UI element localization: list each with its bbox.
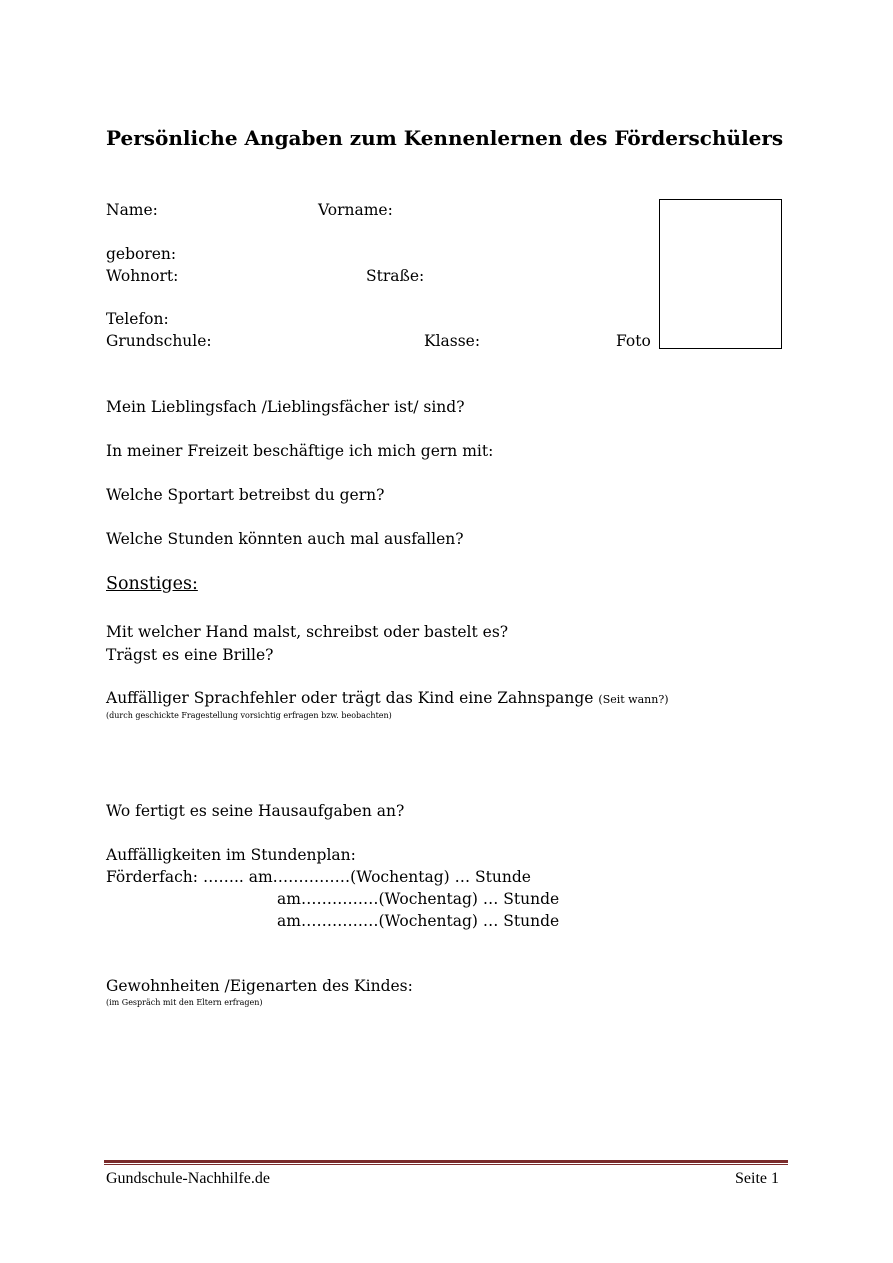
question-stunden: Welche Stunden könnten auch mal ausfallen? bbox=[106, 530, 464, 548]
field-name-label: Name: bbox=[106, 201, 158, 219]
section-heading-sonstiges: Sonstiges: bbox=[106, 574, 198, 594]
field-vorname-label: Vorname: bbox=[318, 201, 393, 219]
footer-page-number: Seite 1 bbox=[735, 1170, 779, 1187]
field-telefon-label: Telefon: bbox=[106, 310, 169, 328]
field-wohnort-label: Wohnort: bbox=[106, 267, 179, 285]
hint-sprachfehler: (durch geschickte Fragestellung vorsichtig erfragen bzw. beobachten) bbox=[106, 711, 392, 720]
field-geboren-label: geboren: bbox=[106, 245, 177, 263]
field-foto-label: Foto bbox=[616, 332, 651, 350]
question-brille: Trägst es eine Brille? bbox=[106, 646, 274, 664]
question-gewohnheiten: Gewohnheiten /Eigenarten des Kindes: bbox=[106, 977, 413, 995]
field-grundschule-label: Grundschule: bbox=[106, 332, 212, 350]
question-hand: Mit welcher Hand malst, schreibst oder bastelt es? bbox=[106, 623, 509, 641]
hint-gewohnheiten: (im Gespräch mit den Eltern erfragen) bbox=[106, 998, 263, 1007]
question-sprachfehler-text: Auffälliger Sprachfehler oder trägt das Kind eine Zahnspange bbox=[106, 689, 594, 707]
label-stundenplan: Auffälligkeiten im Stundenplan: bbox=[106, 846, 356, 864]
question-sportart: Welche Sportart betreibst du gern? bbox=[106, 486, 385, 504]
question-seit-wann: (Seit wann?) bbox=[598, 693, 669, 706]
question-freizeit: In meiner Freizeit beschäftige ich mich gern mit: bbox=[106, 442, 494, 460]
field-klasse-label: Klasse: bbox=[424, 332, 481, 350]
footer-site: Gundschule-Nachhilfe.de bbox=[106, 1170, 270, 1187]
question-hausaufgaben: Wo fertigt es seine Hausaufgaben an? bbox=[106, 802, 405, 820]
question-sprachfehler bbox=[106, 689, 669, 707]
line-foerderfach: Förderfach: …….. am……………(Wochentag) … Stunde bbox=[106, 868, 531, 886]
footer-rule-thin bbox=[104, 1164, 788, 1165]
page-title: Persönliche Angaben zum Kennenlernen des Förderschülers bbox=[106, 126, 784, 150]
line-am-1: am……………(Wochentag) … Stunde bbox=[277, 890, 560, 908]
field-strasse-label: Straße: bbox=[366, 267, 425, 285]
question-lieblingsfach: Mein Lieblingsfach /Lieblingsfächer ist/ sind? bbox=[106, 398, 465, 416]
footer-rule-thick bbox=[104, 1160, 788, 1163]
photo-box bbox=[659, 199, 782, 349]
line-am-2: am……………(Wochentag) … Stunde bbox=[277, 912, 560, 930]
